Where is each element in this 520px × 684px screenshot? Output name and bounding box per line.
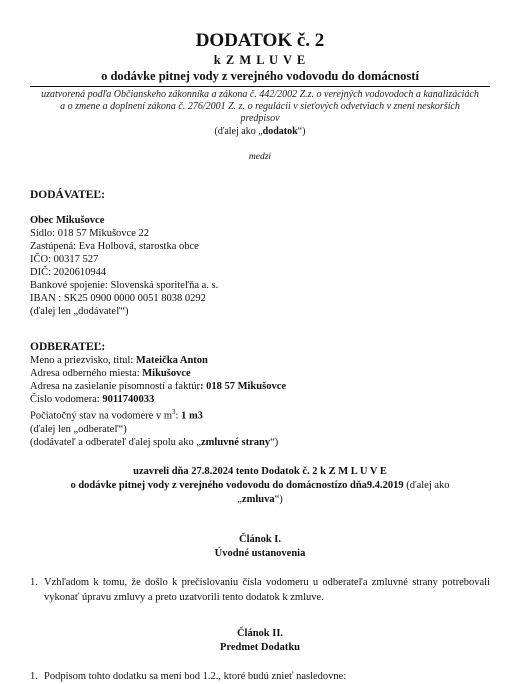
dodatok-alias: [30, 125, 490, 138]
customer-meter-label: Číslo vodomera:: [30, 394, 103, 405]
parties-bold: zmluvné strany: [201, 436, 271, 448]
legal-basis-line: a o zmene a doplnení zákona č. 276/2001 Z. z. o regulácii v sieťových odvetviach v znení neskorších: [60, 101, 460, 112]
document-page: [30, 30, 490, 684]
between-label: medzi: [248, 152, 272, 162]
customer-mail-label: Adresa na zasielanie písomností a faktúr: [30, 381, 200, 392]
list-item-text: Vzhľadom k tomu, že došlo k prečíslovaniu čísla vodomeru u odberateľa zmluvné strany potrebovali vykonať úpravu zmluvy a preto uzatvorili tento dodatok k zmluve.: [44, 576, 490, 603]
supplier-line: DIČ: 2020610944: [30, 267, 107, 278]
list-item-text: Podpisom tohto dodatku sa mení bod 1.2., ktoré budú znieť nasledovne:: [44, 670, 347, 682]
list-item-number: 1.: [30, 576, 38, 588]
customer-place-row: [30, 367, 490, 380]
article-1-title: Úvodné ustanovenia: [214, 547, 306, 559]
customer-state-sup: 3: [172, 408, 176, 416]
customer-state-label: Počiatočný stav na vodomere v m: [30, 410, 173, 422]
article-2-title: Predmet Dodatku: [219, 641, 300, 653]
supplier-line: Sídlo: 018 57 Mikušovce 22: [30, 228, 150, 239]
customer-state-sep: :: [175, 410, 182, 422]
supplier-line: IČO: 00317 527: [30, 254, 99, 265]
customer-block: [30, 354, 490, 449]
document-zmluve: k Z M L U V E: [213, 53, 307, 67]
customer-name-label: Meno a priezvisko, titul:: [30, 355, 136, 366]
customer-state-value: 1 m3: [181, 410, 203, 422]
customer-meter-row: [30, 393, 490, 406]
parties-alias: [30, 436, 490, 449]
article-1-number: Článok I.: [238, 533, 281, 545]
legal-basis-line: uzatvorená podľa Občianskeho zákonníka a zákona č. 442/2002 Z.z. o verejných vodovodoch a kanalizáciách: [41, 89, 479, 100]
supplier-line: Zastúpená: Eva Holbová, starostka obce: [30, 241, 199, 252]
alias-bold: dodatok: [262, 126, 298, 137]
concluded-line-2-rest: (ďalej ako: [403, 479, 450, 491]
title-rule: [30, 86, 490, 87]
concluded-block: [30, 465, 490, 507]
list-item-number: 1.: [30, 670, 38, 682]
supplier-block: [30, 214, 490, 318]
article-1-list: [30, 575, 490, 605]
document-title: DODATOK č. 2: [195, 30, 325, 51]
concluded-line-3-prefix: „: [237, 493, 242, 505]
concluded-line-3: [30, 493, 490, 507]
customer-alias: (ďalej len „odberateľ“): [30, 423, 127, 435]
customer-state-row: [30, 406, 490, 423]
concluded-line-3-suffix: “): [274, 493, 283, 505]
customer-place-value: Mikušovce: [142, 368, 191, 379]
legal-basis: [30, 89, 490, 125]
customer-heading: ODBERATEĽ:: [30, 341, 106, 353]
alias-prefix: (ďalej ako „: [214, 126, 263, 137]
customer-mail-row: [30, 380, 490, 393]
parties-prefix: (dodávateľ a odberateľ ďalej spolu ako „: [30, 436, 201, 448]
article-2-list: [30, 669, 490, 684]
list-item: [30, 669, 490, 684]
customer-mail-value: : 018 57 Mikušovce: [199, 381, 287, 392]
legal-basis-line: predpisov: [240, 113, 280, 124]
customer-meter-value: 9011740033: [102, 394, 155, 405]
concluded-line-1: uzavreli dňa 27.8.2024 tento Dodatok č. 2 k Z M L U V E: [133, 465, 387, 477]
list-item: [30, 575, 490, 605]
customer-name-value: Mateička Anton: [135, 355, 208, 366]
concluded-line-2: [30, 479, 490, 493]
alias-suffix: “): [297, 126, 306, 137]
supplier-heading: DODÁVATEĽ:: [30, 189, 105, 201]
supplier-line: IBAN : SK25 0900 0000 0051 8038 0292: [30, 293, 206, 304]
document-subject: o dodávke pitnej vody z verejného vodovodu do domácností: [101, 69, 419, 83]
customer-place-label: Adresa odberného miesta:: [30, 368, 143, 379]
article-2-number: Článok II.: [236, 627, 284, 639]
parties-suffix: “): [270, 436, 279, 448]
concluded-line-3-bold: zmluva: [241, 493, 275, 505]
supplier-line: Bankové spojenie: Slovenská sporiteľňa a. s.: [30, 280, 219, 291]
concluded-line-2-bold: o dodávke pitnej vody z verejného vodovodu do domácnostízo dňa9.4.2019: [70, 479, 404, 491]
customer-name-row: [30, 354, 490, 367]
supplier-line: (ďalej len „dodávateľ“): [30, 306, 129, 317]
supplier-name: Obec Mikušovce: [30, 215, 105, 226]
